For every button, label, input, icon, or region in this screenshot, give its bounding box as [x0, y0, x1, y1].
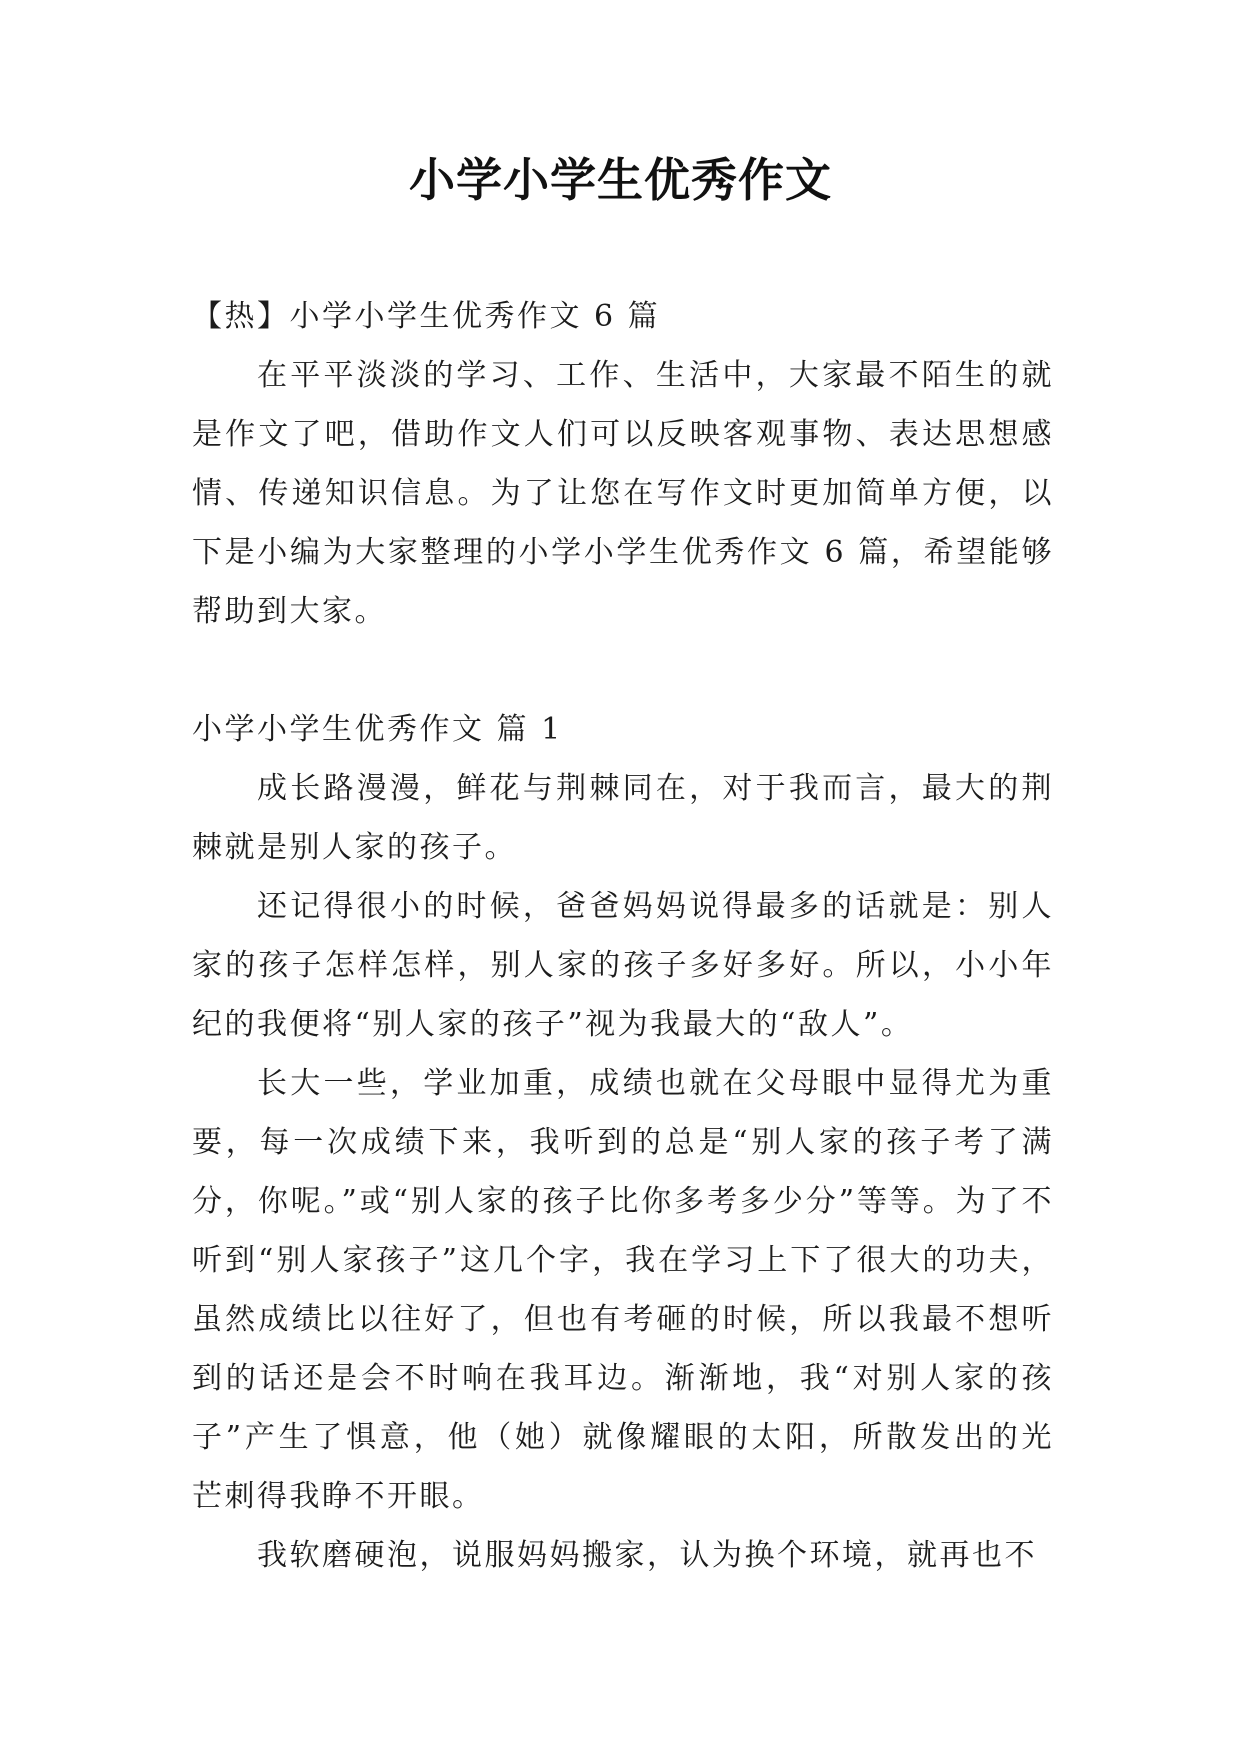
- intro-paragraph: 在平平淡淡的学习、工作、生活中，大家最不陌生的就是作文了吧，借助作文人们可以反映客观事物、表达思想感情、传递知识信息。为了让您在写作文时更加简单方便，以下是小编为大家整理的小学小学生优秀作文 6 篇，希望能够帮助到大家。: [192, 358, 1054, 629]
- document-title: 小学小学生优秀作文: [409, 153, 832, 207]
- document-body: [192, 287, 1054, 1585]
- section-1-paragraph: 我软磨硬泡，说服妈妈搬家，认为换个环境，就再也不: [257, 1538, 1037, 1573]
- section-1-heading: 小学小学生优秀作文 篇 1: [192, 712, 563, 747]
- section-1-paragraph: 成长路漫漫，鲜花与荆棘同在，对于我而言，最大的荆棘就是别人家的孩子。: [192, 771, 1054, 865]
- section-1-paragraph: 长大一些，学业加重，成绩也就在父母眼中显得尤为重要，每一次成绩下来，我听到的总是“别人家的孩子考了满分，你呢。”或“别人家的孩子比你多考多少分”等等。为了不听到“别人家孩子”这几个字，我在学习上下了很大的功夫，虽然成绩比以往好了，但也有考砸的时候，所以我最不想听到的话还是会不时响在我耳边。渐渐地，我“对别人家的孩子”产生了惧意，他（她）就像耀眼的太阳，所散发出的光芒刺得我睁不开眼。: [192, 1066, 1054, 1514]
- section-1-paragraph: 还记得很小的时候，爸爸妈妈说得最多的话就是：别人家的孩子怎样怎样，别人家的孩子多好多好。所以，小小年纪的我便将“别人家的孩子”视为我最大的“敌人”。: [192, 889, 1054, 1042]
- intro-heading: 【热】小学小学生优秀作文 6 篇: [192, 299, 661, 334]
